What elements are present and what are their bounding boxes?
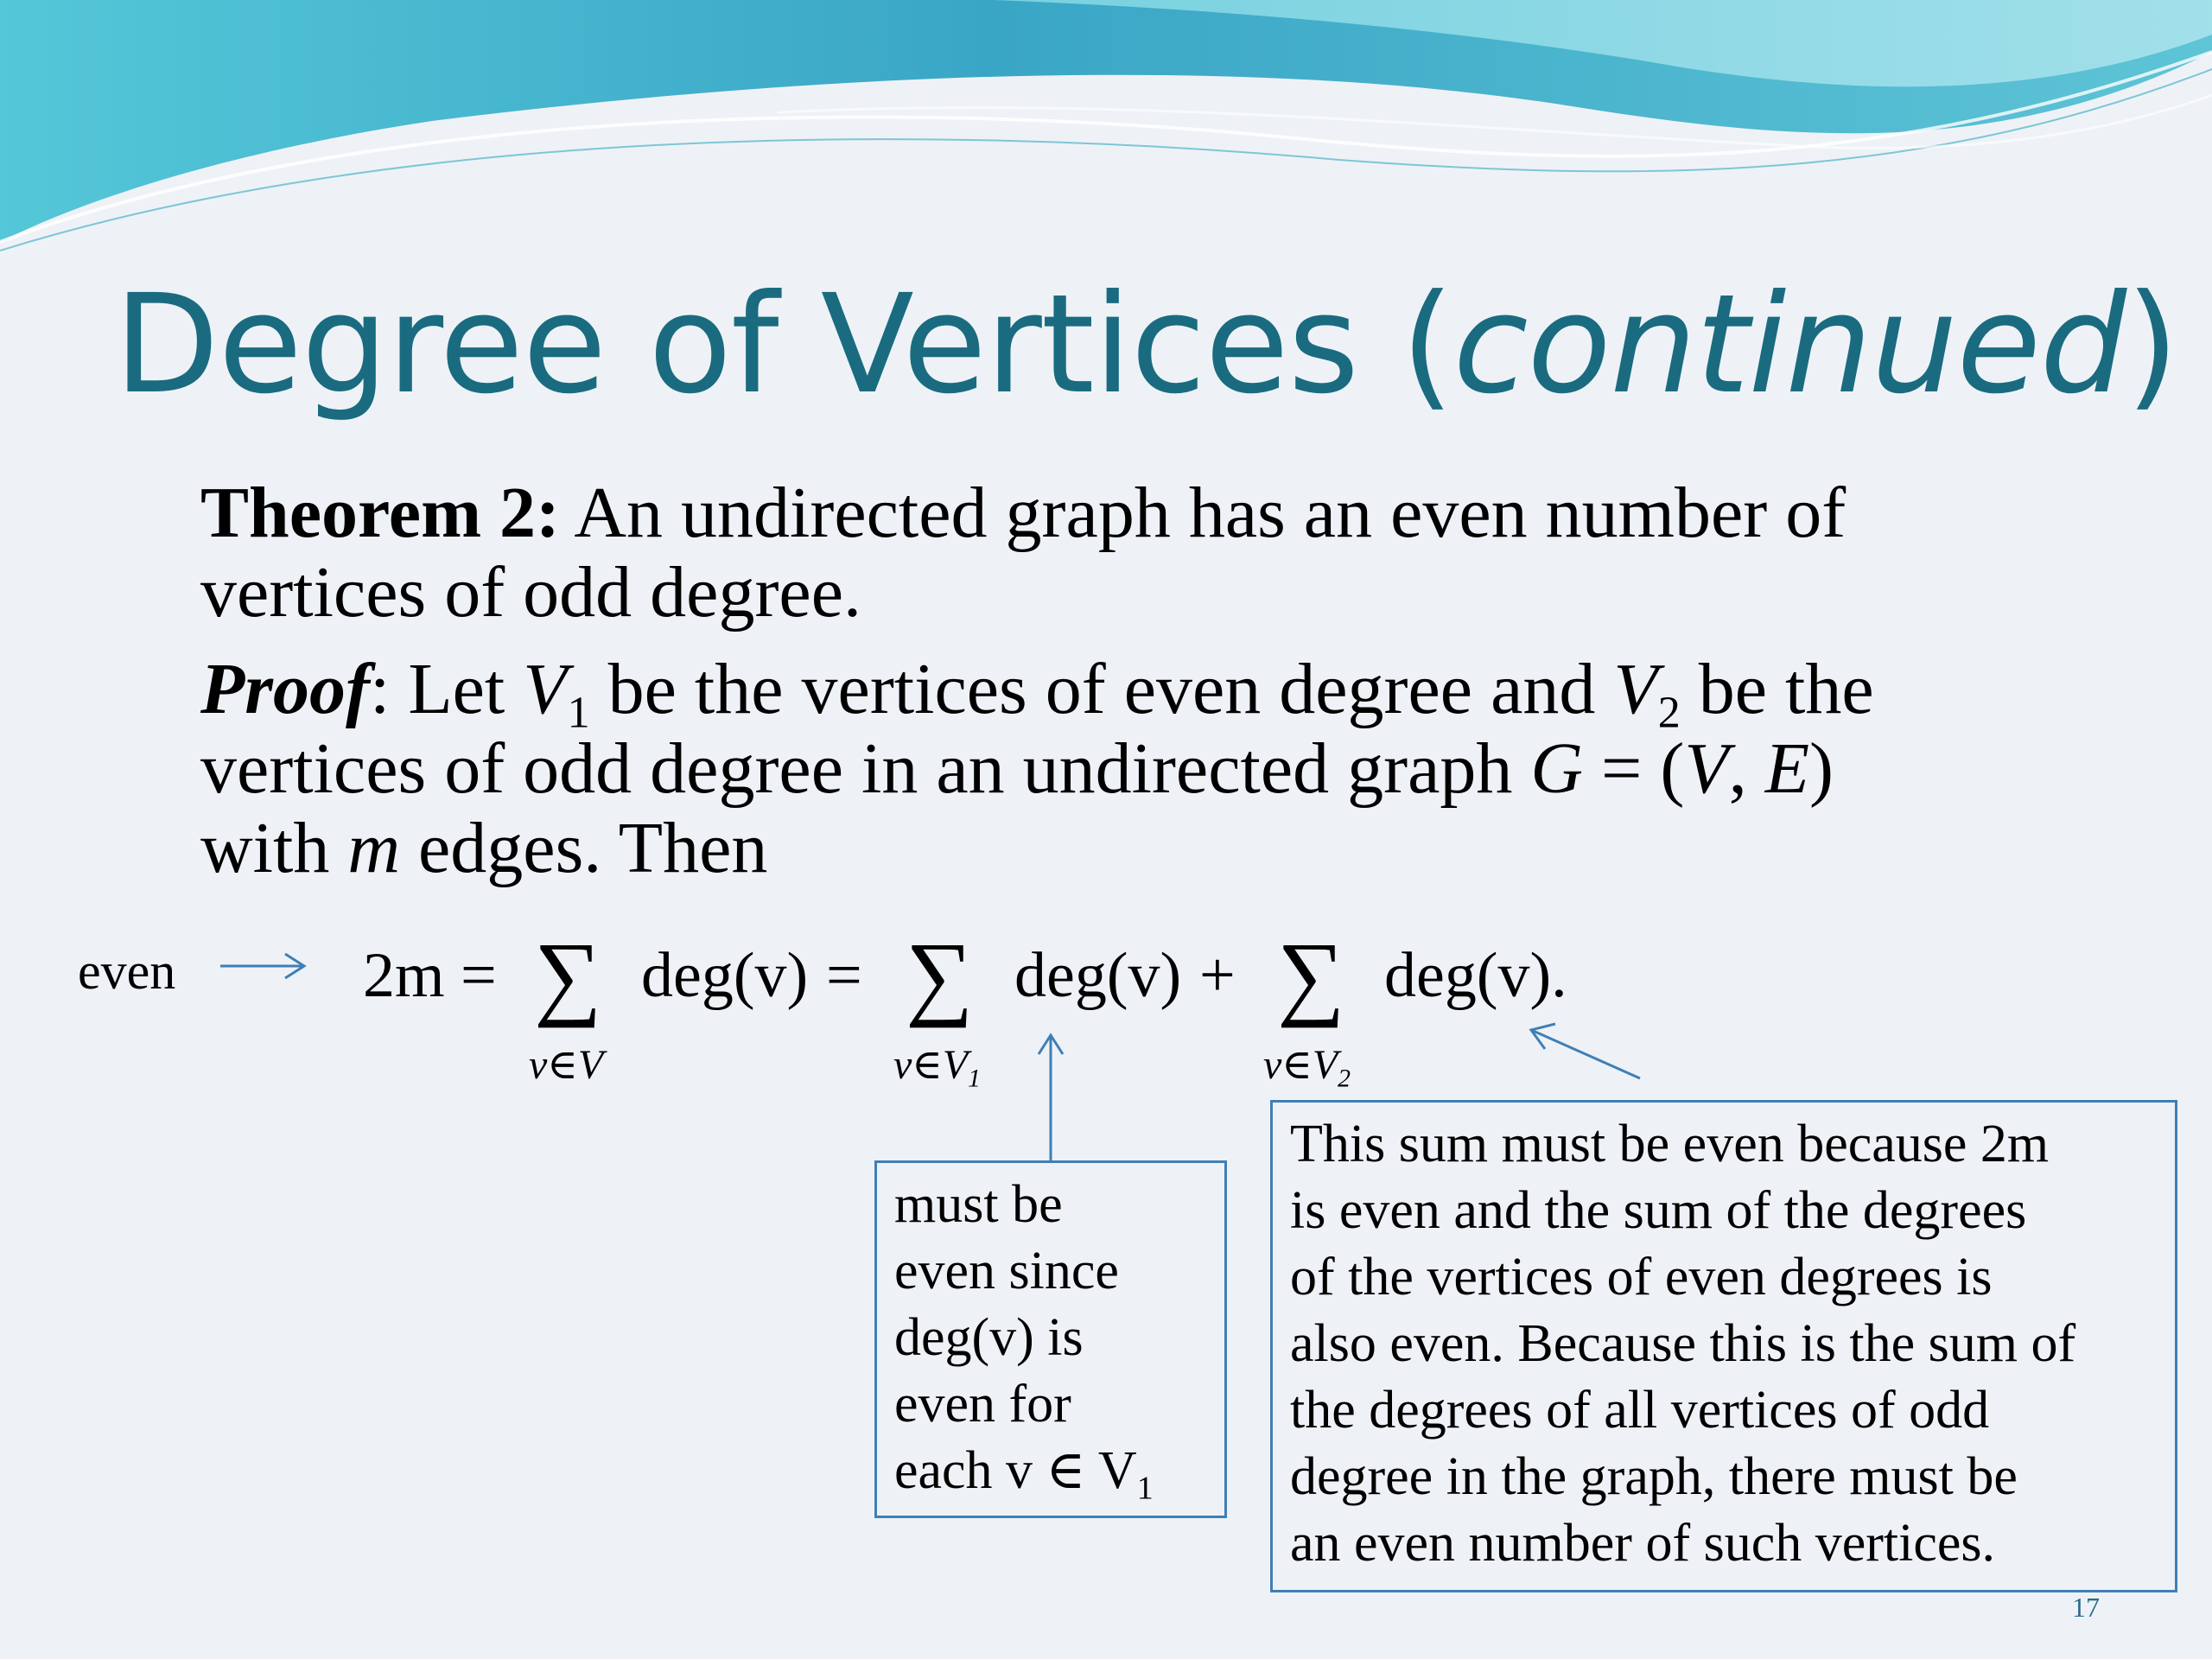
box-right-line: of the vertices of even degrees is [1290, 1248, 1993, 1306]
box-right-line: the degrees of all vertices of odd [1290, 1381, 1990, 1440]
proof-label: Proof [200, 649, 370, 729]
arrow-even-head [285, 954, 304, 978]
box-right-line: degree in the graph, there must be [1290, 1447, 2018, 1506]
box-right-line: an even number of such vertices. [1290, 1514, 1996, 1573]
equation-left: 2m = [363, 940, 497, 1011]
sum-index-v1: $v\in V_1$ [893, 1042, 982, 1093]
box-left-line: each v ∈ $V_1$ [894, 1441, 1154, 1507]
plus-sign: + [1199, 940, 1236, 1011]
theorem-line-2: vertices of odd degree. [200, 552, 861, 632]
box-left-line: deg(v) is [894, 1308, 1084, 1367]
term-deg-2: deg(v) [1014, 940, 1182, 1011]
box-left-line: even since [894, 1242, 1119, 1300]
wave-banner [0, 0, 2212, 276]
sum-symbol-all: ∑ [534, 923, 602, 1028]
box-left-line: even for [894, 1375, 1071, 1433]
box-right-line: is even and the sum of the degrees [1290, 1181, 2027, 1240]
equation [363, 923, 1590, 1108]
theorem-label: Theorem 2: [200, 473, 561, 553]
page-number: 17 [2072, 1592, 2100, 1623]
sum-symbol-v2: ∑ [1277, 923, 1345, 1028]
title-italic: continued [1452, 265, 2126, 424]
proof-line-3: with m edges. Then [200, 808, 768, 888]
box-right-line: This sum must be even because 2m [1290, 1115, 2050, 1173]
term-deg-1: deg(v) [641, 940, 809, 1011]
equals-sign: = [826, 940, 862, 1011]
slide-title: Degree of Vertices (continued) [114, 265, 2178, 424]
term-deg-3: deg(v). [1384, 940, 1567, 1011]
sum-symbol-v1: ∑ [906, 923, 974, 1028]
box-left-line: must be [894, 1175, 1063, 1234]
box-right-line: also even. Because this is the sum of [1290, 1314, 2076, 1373]
sum-index-all: v∈V [529, 1042, 604, 1088]
proof-line-1: Proof: Let $V_1$ be the vertices of even degree and $V_2$ be the [200, 649, 1874, 738]
even-label: even [78, 943, 176, 1000]
annotation-box-left [874, 1160, 1227, 1518]
proof-line-2: vertices of odd degree in an undirected graph G = (V, E) [200, 728, 1834, 809]
annotation-box-right [1270, 1100, 2177, 1592]
theorem-line-1: Theorem 2: An undirected graph has an even number of [200, 473, 1847, 553]
sum-index-v2: $v\in V_2$ [1263, 1042, 1351, 1093]
